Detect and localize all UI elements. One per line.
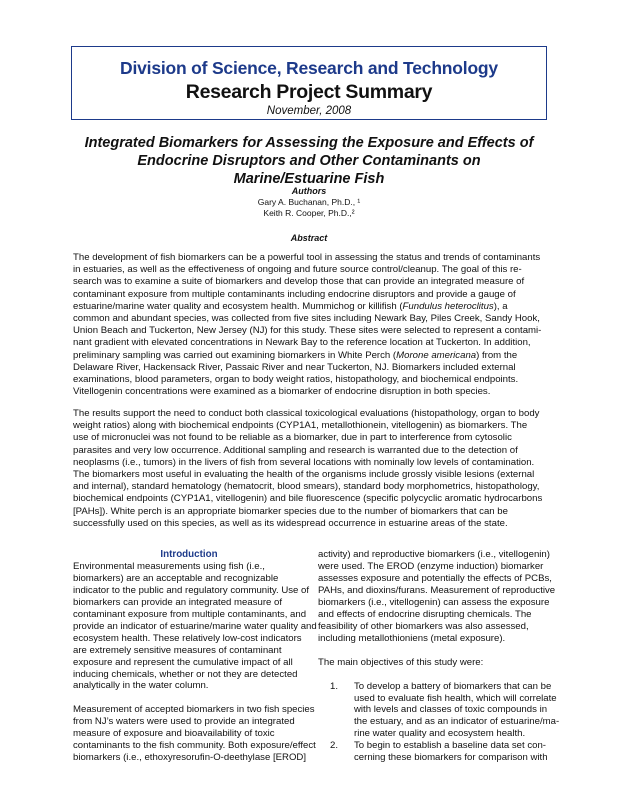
text-line: To begin to establish a baseline data set con- <box>354 740 547 752</box>
text-line: measure of exposure and bioavailability of toxic <box>73 728 275 740</box>
text-line: activity) and reproductive biomarkers (i.e., vitellogenin) <box>318 549 550 560</box>
text-line: examinations, blood parameters, organ to body weight ratios, histopathology, and biochemical endpoints. <box>73 374 519 386</box>
text-line: biomarkers (i.e., ethoxyresorufin-O-deethylase [EROD] <box>73 752 306 764</box>
abstract-paragraph-2 <box>73 408 548 530</box>
text-line: estuarine/marine water quality and ecosystem health. Mummichog or killifish (Fundulus heteroclitus), a <box>73 300 508 312</box>
text-line: exposure and represent the cumulative impact of all <box>73 656 293 668</box>
header-box <box>71 46 547 120</box>
species-name: Fundulus heteroclitus <box>402 300 494 312</box>
text-line: The biomarkers most useful in evaluating the health of the organisms include grossly visible lesions (external <box>73 469 535 481</box>
publication-date: November, 2008 <box>266 105 352 117</box>
text-line: feasibility of other biomarkers was also assessed, <box>318 620 529 632</box>
text-line: search was to examine a suite of biomarkers and develop those that can provide an integrated measure of <box>73 276 525 288</box>
objective-number: 1. <box>330 680 339 692</box>
title-line: Marine/Estuarine Fish <box>233 171 385 187</box>
text-line: indicator to the public and regulatory community. Use of <box>73 584 310 596</box>
left-column <box>73 549 317 764</box>
text-line: neoplasms (i.e., tumors) in the livers of fish from several locations with nominally low levels of contamination. <box>73 456 535 468</box>
authors-heading: Authors <box>291 186 327 196</box>
text-line: contaminant exposure from multiple contaminants including endocrine disruptors and provide a gauge of <box>73 288 516 300</box>
text-line: including metallothioniens (metal exposure). <box>318 632 506 644</box>
abstract-heading: Abstract <box>290 233 328 243</box>
text-line: biomarkers can provide an integrated measure of <box>73 596 283 608</box>
author-name: Gary A. Buchanan, Ph.D., ¹ <box>257 197 361 207</box>
paper-title <box>60 134 558 188</box>
text-line: biochemical endpoints (CYP1A1, vitellogenin) and bile fluorescence (specific polycyclic aromatic hydrocarbons <box>73 493 543 505</box>
text-line: inducing chemicals, whether or not they are detected <box>73 668 298 680</box>
text-line: the estuary, and as an indicator of estuarine/ma- <box>354 716 560 728</box>
text-line: Environmental measurements using fish (i.e., <box>73 560 265 572</box>
text-line: use of micronuclei was not found to be reliable as a biomarker, due in part to interference from cytosolic <box>73 432 512 444</box>
text-line: analytically in the water column. <box>73 680 209 692</box>
text-line: and internal), standard hematology (hematocrit, blood smears), standard body morphometrics, histopathology, <box>73 481 540 493</box>
text-line: preliminary sampling was carried out examining biomarkers in White Perch (Morone americana) from the <box>73 349 518 361</box>
text-line: weight ratios) along with biochemical endpoints (CYP1A1, metallothionein, vitellogenin) as biomarkers. The <box>73 420 528 432</box>
text-line: parasites and very low occurrence. Additional sampling and research is warranted due to the detection of <box>73 444 518 456</box>
text-line: Measurement of accepted biomarkers in two fish species <box>73 704 315 716</box>
text-line: assesses exposure and potentially the effects of PCBs, <box>318 572 552 584</box>
introduction-heading: Introduction <box>160 549 218 560</box>
text-line: with levels and classes of toxic compounds in <box>354 704 548 716</box>
author-name: Keith R. Cooper, Ph.D.,² <box>263 208 355 218</box>
text-line: Vitellogenin concentrations were examined as a biomarker of endocrine disruption in both species. <box>73 386 491 398</box>
text-line: The development of fish biomarkers can be a powerful tool in assessing the status and trends of contaminants <box>73 252 541 263</box>
text-line: used to evaluate fish health, which will correlate <box>354 692 557 704</box>
text-line: ecosystem health. These relatively low-cost indicators <box>73 632 302 644</box>
text-line: from NJ’s waters were used to provide an integrated <box>73 716 295 728</box>
objective-item <box>318 740 550 764</box>
text-line: cerning these biomarkers for comparison with <box>354 752 548 764</box>
authors-block <box>180 186 438 219</box>
title-line: Integrated Biomarkers for Assessing the Exposure and Effects of <box>84 135 534 151</box>
objectives-intro: The main objectives of this study were: <box>318 656 484 668</box>
species-name: Morone americana <box>396 349 477 361</box>
text-line: provide an indicator of estuarine/marine water quality and <box>73 620 317 632</box>
text-line: The results support the need to conduct both classical toxicological evaluations (histopathology, organ to body <box>73 408 540 419</box>
summary-title: Research Project Summary <box>185 81 433 103</box>
text-line: Union Beach and Tuckerton, New Jersey (NJ) for this study. These sites were selected to represent a contami- <box>73 325 542 337</box>
text-line: To develop a battery of biomarkers that can be <box>354 680 552 692</box>
text-line: rine water quality and ecosystem health. <box>354 728 526 740</box>
objective-item <box>318 680 560 741</box>
text-line: PAHs, and dioxins/furans. Measurement of reproductive <box>318 584 556 596</box>
text-line: were used. The EROD (enzyme induction) biomarker <box>318 560 544 572</box>
text-line: contaminant exposure from multiple contaminants, and <box>73 608 307 620</box>
division-name: Division of Science, Research and Technology <box>120 58 498 78</box>
text-line: in estuaries, as well as the effectiveness of ongoing and future source control/cleanup. The goal of this re- <box>73 264 522 276</box>
right-column <box>318 549 560 764</box>
text-line: nant gradient with elevated concentrations in Newark Bay to the reference location at Tuckerton. In addition, <box>73 337 531 349</box>
text-line: are extremely sensitive measures of contaminant <box>73 644 282 656</box>
text-line: contaminants to the fish community. Both exposure/effect <box>73 740 316 752</box>
text-line: [PAHs]). White perch is an appropriate biomarker species due to the number of biomarkers that can be <box>73 505 508 517</box>
text-line: and effects of endocrine disrupting chemicals. The <box>318 608 532 620</box>
title-line: Endocrine Disruptors and Other Contaminants on <box>137 153 481 169</box>
objective-number: 2. <box>330 740 339 752</box>
text-line: common and abundant species, was collected from five sites including Newark Bay, Piles Creek, Sandy Hook, <box>73 313 540 325</box>
text-line: Delaware River, Hackensack River, Passaic River and near Tuckerton, NJ. Biomarkers included external <box>73 361 516 373</box>
text-line: biomarkers) are an acceptable and recognizable <box>73 572 279 584</box>
abstract-paragraph-1 <box>73 252 548 398</box>
text-line: biomarkers (i.e., vitellogenin) can assess the exposure <box>318 596 550 608</box>
text-line: successfully used on this species, as well as its widespread occurrence in estuarine areas of the state. <box>73 517 508 529</box>
